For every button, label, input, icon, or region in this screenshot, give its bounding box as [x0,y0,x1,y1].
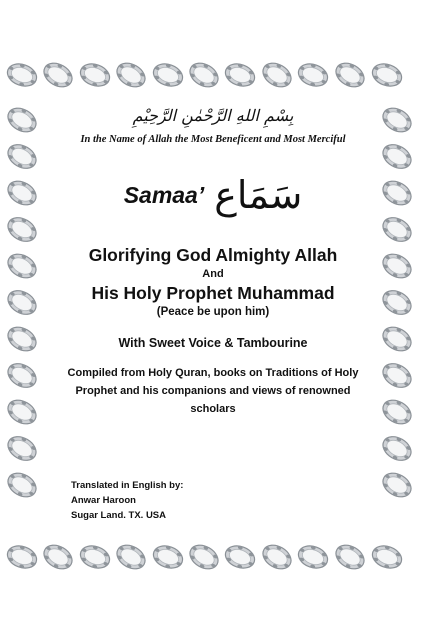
tambourine-icon [4,468,40,501]
tambourine-icon [379,395,415,428]
tambourine-icon [222,60,257,90]
headline-and: And [202,268,224,280]
tambourine-icon [77,542,112,572]
tambourine-icon [4,176,40,209]
bismillah-calligraphy: بِسْمِ اللهِ الرَّحْمٰنِ الرَّحِيْمِ [132,106,294,125]
headline-prophet: His Holy Prophet Muhammad [91,283,335,303]
translator-name: Anwar Haroon [71,495,136,506]
tambourine-icon [40,58,76,91]
tambourine-icon [369,60,404,90]
compiled-from-text: Compiled from Holy Quran, books on Traditions of Holy Prophet and his companions and views of renowned scholars [67,367,359,415]
tambourine-icon [259,58,295,91]
tambourine-icon [40,540,76,573]
tambourine-icon [186,540,222,573]
tambourine-icon [379,249,415,282]
translated-by-label: Translated in English by: [71,480,184,491]
peace-be-upon-him: (Peace be upon him) [156,306,270,318]
title-latin: Samaa’ [123,181,205,208]
translator-credits [71,478,183,523]
tambourine-icon [4,395,40,428]
tambourine-icon [379,176,415,209]
tambourine-icon [4,140,40,173]
tambourine-icon [379,286,415,319]
tambourine-icon [379,140,415,173]
in-the-name-line: In the Name of Allah the Most Beneficent and Most Merciful [80,134,346,145]
tambourine-icon [4,286,40,319]
tambourine-icon [4,359,40,392]
tambourine-icon [295,542,330,572]
tambourine-icon [369,542,404,572]
title-row [50,175,376,215]
tambourine-icon [222,542,257,572]
tambourine-icon [4,542,39,572]
tambourine-icon [332,540,368,573]
tambourine-icon [4,213,40,246]
tambourine-icon [379,432,415,465]
sweet-voice-line: With Sweet Voice & Tambourine [118,336,308,350]
tambourine-icon [4,322,40,355]
tambourine-icon [379,103,415,136]
tambourine-icon [332,58,368,91]
tambourine-icon [113,540,149,573]
tambourine-icon [113,58,149,91]
tambourine-icon [295,60,330,90]
cover-content [50,96,376,418]
tambourine-icon [77,60,112,90]
translator-location: Sugar Land. TX. USA [71,510,167,521]
tambourine-icon [379,359,415,392]
tambourine-icon [379,322,415,355]
tambourine-icon [4,432,40,465]
tambourine-icon [4,103,40,136]
tambourine-icon [379,468,415,501]
tambourine-icon [4,249,40,282]
title-arabic: سَمَاع [214,173,303,217]
tambourine-icon [4,60,39,90]
tambourine-icon [259,540,295,573]
tambourine-icon [379,213,415,246]
tambourine-icon [186,58,222,91]
headline-glorifying: Glorifying God Almighty Allah [88,245,338,265]
tambourine-icon [150,542,185,572]
tambourine-icon [150,60,185,90]
